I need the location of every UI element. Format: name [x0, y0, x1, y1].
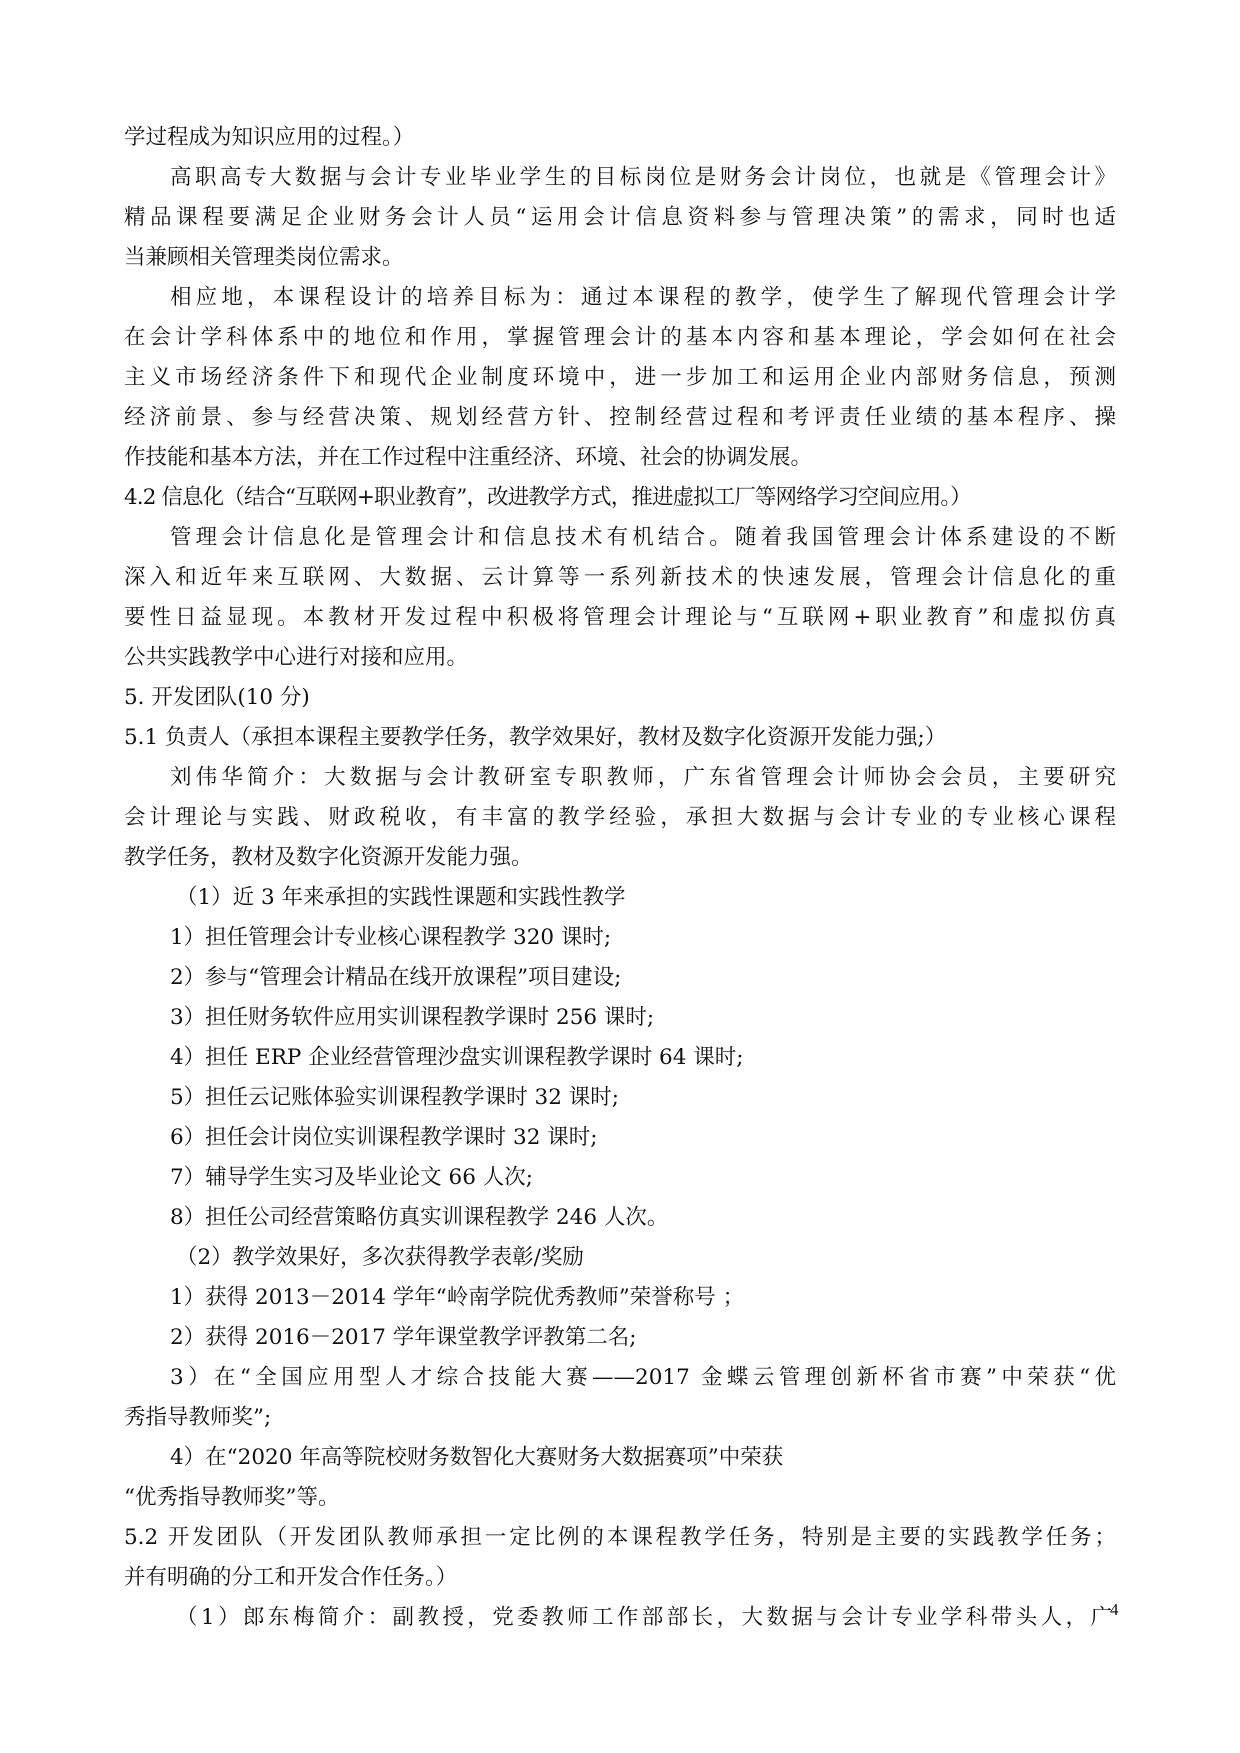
paragraph-line: 刘伟华简介：大数据与会计教研室专职教师，广东省管理会计师协会会员，主要研究 [170, 765, 1116, 790]
paragraph-line: 经济前景、参与经营决策、规划经营方针、控制经营过程和考评责任业绩的基本程序、操 [124, 405, 1116, 430]
paragraph-line: 学过程成为知识应用的过程。） [124, 125, 415, 150]
list-item: 3）担任财务软件应用实训课程教学课时 256 课时; [170, 1005, 655, 1030]
list-item: 8）担任公司经营策略仿真实训课程教学 246 人次。 [170, 1205, 669, 1230]
paragraph-line: （1）郎东梅简介：副教授，党委教师工作部部长，大数据与会计专业学科带头人，广 [176, 1605, 1112, 1630]
list-item: 2）参与“管理会计精品在线开放课程”项目建设; [170, 965, 622, 990]
list-item: 秀指导教师奖”; [124, 1405, 272, 1430]
list-item: 1）担任管理会计专业核心课程教学 320 课时; [170, 925, 612, 950]
list-item: 1）获得 2013－2014 学年“岭南学院优秀教师”荣誉称号 ； [170, 1285, 745, 1310]
section-heading: 5.2 开发团队（开发团队教师承担一定比例的本课程教学任务，特别是主要的实践教学任务； [124, 1525, 1116, 1550]
list-item: 6）担任会计岗位实训课程教学课时 32 课时; [170, 1125, 598, 1150]
list-heading: （2）教学效果好，多次获得教学表彰/奖励 [176, 1245, 584, 1270]
list-item: 4）担任 ERP 企业经营管理沙盘实训课程教学课时 64 课时; [170, 1045, 744, 1070]
paragraph-line: 作技能和基本方法，并在工作过程中注重经济、环境、社会的协调发展。 [124, 445, 813, 470]
list-item: 2）获得 2016－2017 学年课堂教学评教第二名; [170, 1325, 637, 1350]
paragraph-line: 会计理论与实践、财政税收，有丰富的教学经验，承担大数据与会计专业的专业核心课程 [124, 805, 1116, 830]
paragraph-line: 当兼顾相关管理类岗位需求。 [124, 245, 404, 270]
paragraph-line: 深入和近年来互联网、大数据、云计算等一系列新技术的快速发展，管理会计信息化的重 [124, 565, 1116, 590]
paragraph-line: 相应地，本课程设计的培养目标为：通过本课程的教学，使学生了解现代管理会计学 [170, 285, 1116, 310]
section-heading: 5.1 负责人（承担本课程主要教学任务，教学效果好，教材及数字化资源开发能力强;） [124, 725, 947, 750]
list-heading: （1）近 3 年来承担的实践性课题和实践性教学 [176, 885, 626, 910]
paragraph-line: 在会计学科体系中的地位和作用，掌握管理会计的基本内容和基本理论，学会如何在社会 [124, 325, 1116, 350]
list-item: 5）担任云记账体验实训课程教学课时 32 课时; [170, 1085, 619, 1110]
paragraph-line: 高职高专大数据与会计专业毕业学生的目标岗位是财务会计岗位，也就是《管理会计》 [170, 165, 1116, 190]
paragraph-line: 主义市场经济条件下和现代企业制度环境中，进一步加工和运用企业内部财务信息，预测 [124, 365, 1116, 390]
list-item: “优秀指导教师奖”等。 [124, 1485, 340, 1510]
paragraph-line: 管理会计信息化是管理会计和信息技术有机结合。随着我国管理会计体系建设的不断 [170, 525, 1116, 550]
section-heading: 5. 开发团队(10 分) [124, 685, 310, 710]
section-heading: 4.2 信息化（结合“互联网+职业教育”，改进教学方式，推进虚拟工厂等网络学习空间应用。） [124, 485, 971, 510]
list-item: 4）在“2020 年高等院校财务数智化大赛财务大数据赛项”中荣获 [170, 1445, 784, 1470]
paragraph-line: 公共实践教学中心进行对接和应用。 [124, 645, 469, 670]
paragraph-line: 要性日益显现。本教材开发过程中积极将管理会计理论与“互联网+职业教育”和虚拟仿真 [124, 605, 1116, 630]
list-item: 7）辅导学生实习及毕业论文 66 人次; [170, 1165, 533, 1190]
paragraph-line: 教学任务，教材及数字化资源开发能力强。 [124, 845, 533, 870]
paragraph-line: 并有明确的分工和开发合作任务。） [124, 1565, 458, 1590]
list-item: 3）在“全国应用型人才综合技能大赛——2017 金蝶云管理创新杯省市赛”中荣获“优 [170, 1365, 1116, 1390]
paragraph-line: 精品课程要满足企业财务会计人员“运用会计信息资料参与管理决策”的需求，同时也适 [124, 205, 1116, 230]
page-number: 4 [1110, 1600, 1119, 1619]
